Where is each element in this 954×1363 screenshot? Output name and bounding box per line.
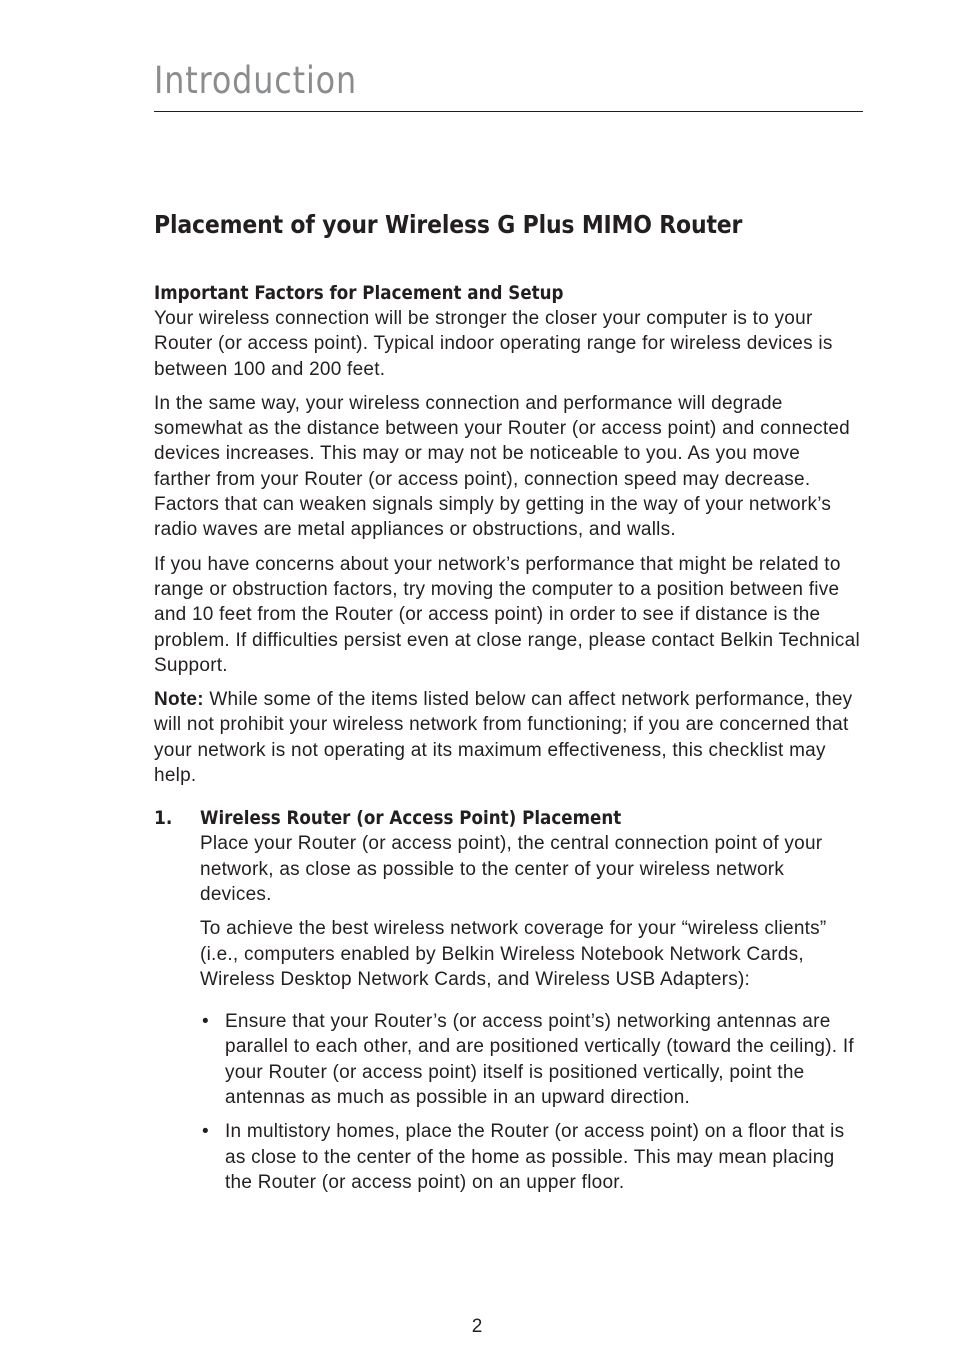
section-title: Introduction <box>154 59 358 102</box>
page-number: 2 <box>471 1316 483 1337</box>
list-item <box>200 1119 860 1195</box>
body-paragraph: Your wireless connection will be stronger the closer your computer is to your Router (or access point). Typical indoor operating range for wireless devices is between 100 and 200 feet. <box>154 308 833 380</box>
note-text: While some of the items listed below can affect network performance, they will not prohibit your wireless network from functioning; if you are concerned that your network is not operating at its maximum effectiveness, this checklist may help. <box>154 689 853 787</box>
bullet-text: Ensure that your Router’s (or access point’s) networking antennas are parallel to each other, and are positioned vertically (toward the ceiling). If your Router (or access point) itself is positioned vertically, point the antennas as much as possible in an upward direction. <box>225 1011 854 1109</box>
section-header <box>154 58 863 112</box>
bullet-list <box>200 1009 860 1195</box>
subheading: Important Factors for Placement and Setup <box>154 282 564 304</box>
main-content <box>154 206 860 1195</box>
body-paragraph: In the same way, your wireless connection and performance will degrade somewhat as the distance between your Router (or access point) and connected devices increases. This may or may not be noticeable to you. As you move farther from your Router (or access point), connection speed may decrease. Factors that can weaken signals simply by getting in the way of your network’s radio waves are metal appliances or obstructions, and walls. <box>154 392 850 541</box>
bullet-icon: • <box>202 1011 209 1033</box>
numbered-item <box>154 805 860 1195</box>
item-paragraph: Place your Router (or access point), the central connection point of your network, as close as possible to the center of your wireless network devices. <box>200 833 823 905</box>
body-paragraph: If you have concerns about your network’s performance that might be related to range or obstruction factors, try moving the computer to a position between five and 10 feet from the Router (or access point) in order to see if distance is the problem. If difficulties persist even at close range, please contact Belkin Technical Support. <box>154 553 860 676</box>
note-label: Note: <box>154 689 204 711</box>
note-paragraph <box>154 687 860 788</box>
item-number: 1. <box>154 807 173 830</box>
bullet-icon: • <box>202 1121 209 1143</box>
bullet-text: In multistory homes, place the Router (or access point) on a floor that is as close to the center of the home as possible. This may mean placing the Router (or access point) on an upper floor. <box>225 1121 845 1193</box>
item-title: Wireless Router (or Access Point) Placement <box>200 807 622 830</box>
list-item <box>200 1009 860 1110</box>
page-heading: Placement of your Wireless G Plus MIMO Router <box>154 210 743 239</box>
item-paragraph: To achieve the best wireless network coverage for your “wireless clients” (i.e., computers enabled by Belkin Wireless Notebook Network Cards, Wireless Desktop Network Cards, and Wireless USB Adapters): <box>200 918 827 990</box>
